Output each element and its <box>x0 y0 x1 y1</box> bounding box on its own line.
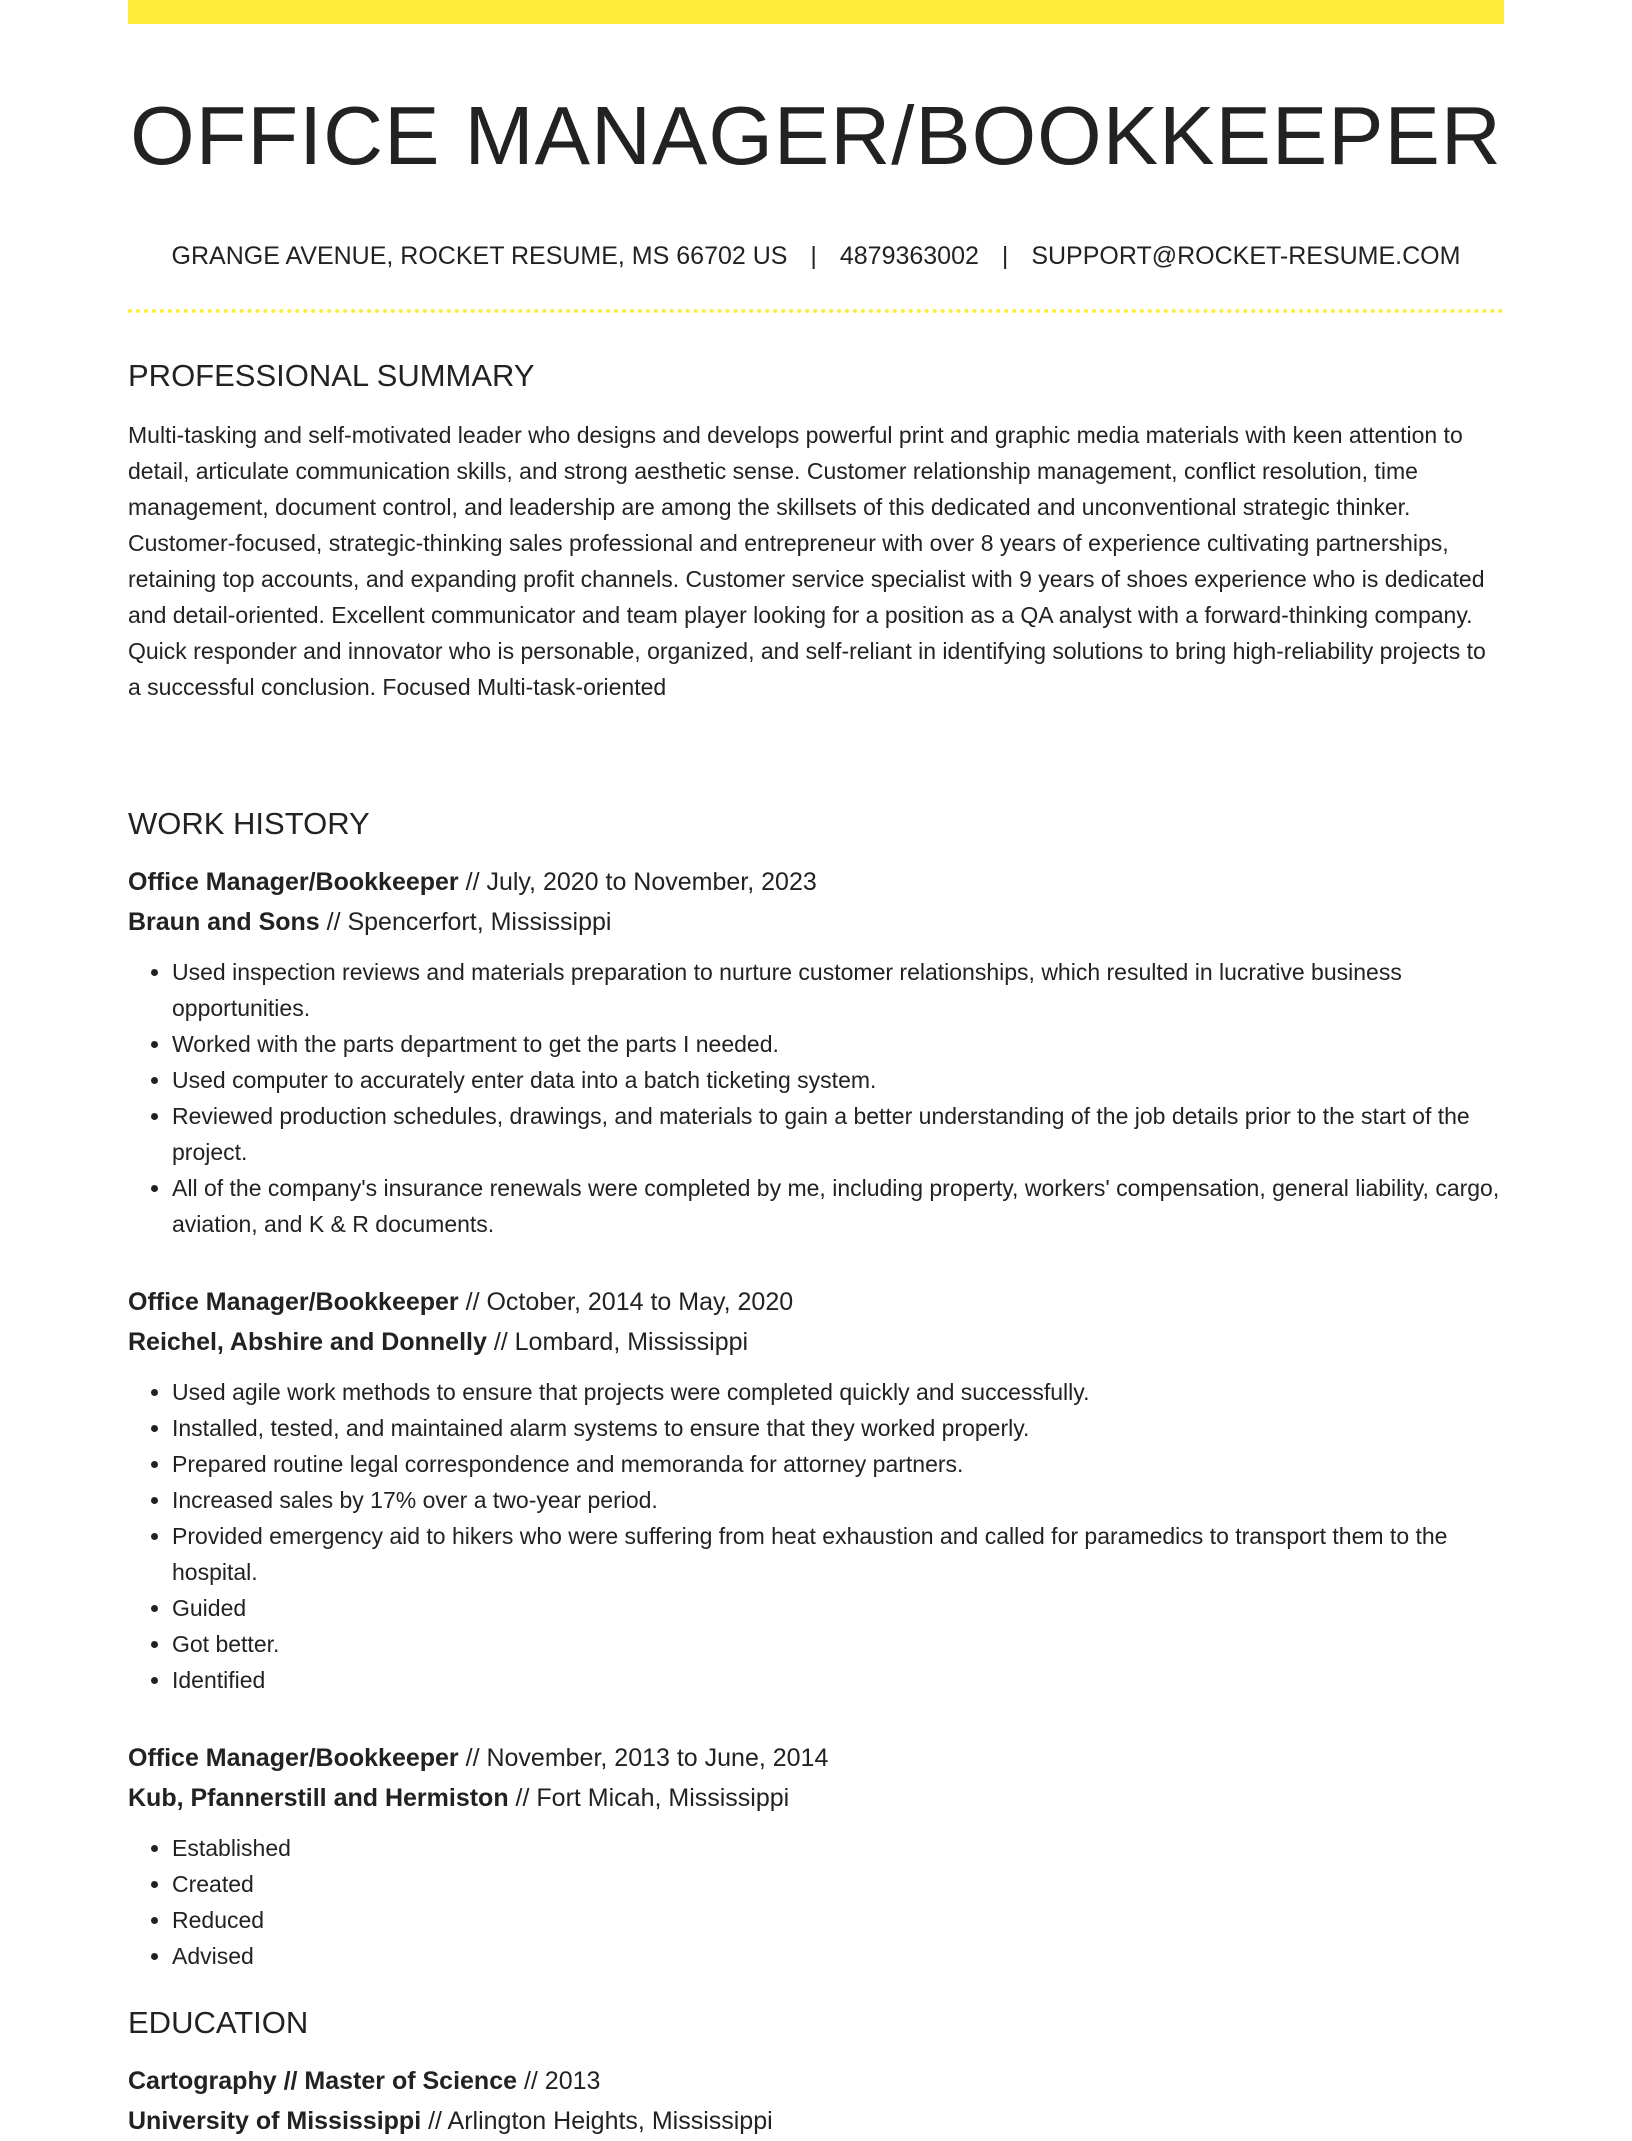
education-entry <box>128 2061 1504 2141</box>
contact-address: GRANGE AVENUE, ROCKET RESUME, MS 66702 US <box>171 242 788 271</box>
contact-separator: | <box>1001 242 1009 271</box>
education-school-line <box>128 2101 1504 2141</box>
job-company-line <box>128 1778 1504 1818</box>
job-role: Office Manager/Bookkeeper <box>128 1287 459 1316</box>
list-item: • Reviewed production schedules, drawings, and materials to gain a better understanding of the job details prior to the start of the project. <box>172 1098 1504 1170</box>
list-item: • Installed, tested, and maintained alarm systems to ensure that they worked properly. <box>172 1410 1504 1446</box>
job-entry <box>128 1282 1504 1698</box>
contact-phone: 4879363002 <box>839 242 979 271</box>
job-dates: // November, 2013 to June, 2014 <box>458 1743 829 1772</box>
education-heading: EDUCATION <box>128 2004 309 2040</box>
list-item: • Advised <box>172 1938 1504 1974</box>
list-item: • Used computer to accurately enter data into a batch ticketing system. <box>172 1062 1504 1098</box>
list-item: • Prepared routine legal correspondence and memoranda for attorney partners. <box>172 1446 1504 1482</box>
job-bullets <box>128 1830 1504 1974</box>
list-item: • Guided <box>172 1590 1504 1626</box>
job-title-line <box>128 862 1504 902</box>
list-item: • Reduced <box>172 1902 1504 1938</box>
education-degree-line <box>128 2061 1504 2101</box>
education-school: University of Mississippi <box>128 2107 422 2135</box>
job-role: Office Manager/Bookkeeper <box>128 867 459 896</box>
job-location: // Fort Micah, Mississippi <box>508 1783 790 1812</box>
job-company: Kub, Pfannerstill and Hermiston <box>128 1783 509 1812</box>
job-company: Braun and Sons <box>128 907 320 936</box>
job-location: // Spencerfort, Mississippi <box>319 907 612 936</box>
job-entry <box>128 862 1504 1242</box>
contact-email: SUPPORT@ROCKET-RESUME.COM <box>1031 242 1461 271</box>
job-dates: // July, 2020 to November, 2023 <box>458 867 817 896</box>
list-item: • Used agile work methods to ensure that projects were completed quickly and successfully. <box>172 1374 1504 1410</box>
job-entry <box>128 1738 1504 1974</box>
job-title-line <box>128 1738 1504 1778</box>
job-title-line <box>128 1282 1504 1322</box>
job-company: Reichel, Abshire and Donnelly <box>128 1327 487 1356</box>
work-history-heading: WORK HISTORY <box>128 805 370 841</box>
summary-heading: PROFESSIONAL SUMMARY <box>128 358 535 394</box>
education-year: // 2013 <box>517 2067 601 2095</box>
resume-page <box>128 0 1504 2141</box>
education-location: // Arlington Heights, Mississippi <box>421 2107 773 2135</box>
job-role: Office Manager/Bookkeeper <box>128 1743 459 1772</box>
resume-title: OFFICE MANAGER/BOOKKEEPER <box>130 89 1502 182</box>
job-bullets <box>128 1374 1504 1698</box>
list-item: • Used inspection reviews and materials preparation to nurture customer relationships, which resulted in lucrative business opportunities. <box>172 954 1504 1026</box>
accent-bar <box>128 0 1504 24</box>
contact-separator: | <box>810 242 817 271</box>
dotted-divider <box>128 309 1504 313</box>
job-location: // Lombard, Mississippi <box>486 1327 749 1356</box>
list-item: • Provided emergency aid to hikers who were suffering from heat exhaustion and called for paramedics to transport them to the hospital. <box>172 1518 1504 1590</box>
list-item: • Identified <box>172 1662 1504 1698</box>
summary-text: Multi-tasking and self-motivated leader who designs and develops powerful print and graphic media materials with keen attention to detail, articulate communication skills, and strong aesthetic sense. Customer relationship management, conflict resolution, time management, document control, and leadership are among the skillsets of this dedicated and unconventional strategic thinker. Customer-focused, strategic-thinking sales professional and entrepreneur with over 8 years of experience cultivating partnerships, retaining top accounts, and expanding profit channels. Customer service specialist with 9 years of shoes experience who is dedicated and detail-oriented. Excellent communicator and team player looking for a position as a QA analyst with a forward-thinking company. Quick responder and innovator who is personable, organized, and self-reliant in identifying solutions to bring high-reliability projects to a successful conclusion. Focused Multi-task-oriented <box>128 421 1486 700</box>
education-degree: Cartography // Master of Science <box>128 2067 518 2095</box>
contact-line <box>128 241 1504 271</box>
list-item: • All of the company's insurance renewals were completed by me, including property, workers' compensation, general liability, cargo, aviation, and K & R documents. <box>172 1170 1504 1242</box>
job-company-line <box>128 1322 1504 1362</box>
list-item: • Increased sales by 17% over a two-year period. <box>172 1482 1504 1518</box>
list-item: • Got better. <box>172 1626 1504 1662</box>
list-item: • Established <box>172 1830 1504 1866</box>
job-bullets <box>128 954 1504 1242</box>
job-company-line <box>128 902 1504 942</box>
job-dates: // October, 2014 to May, 2020 <box>458 1287 794 1316</box>
list-item: • Worked with the parts department to get the parts I needed. <box>172 1026 1504 1062</box>
list-item: • Created <box>172 1866 1504 1902</box>
